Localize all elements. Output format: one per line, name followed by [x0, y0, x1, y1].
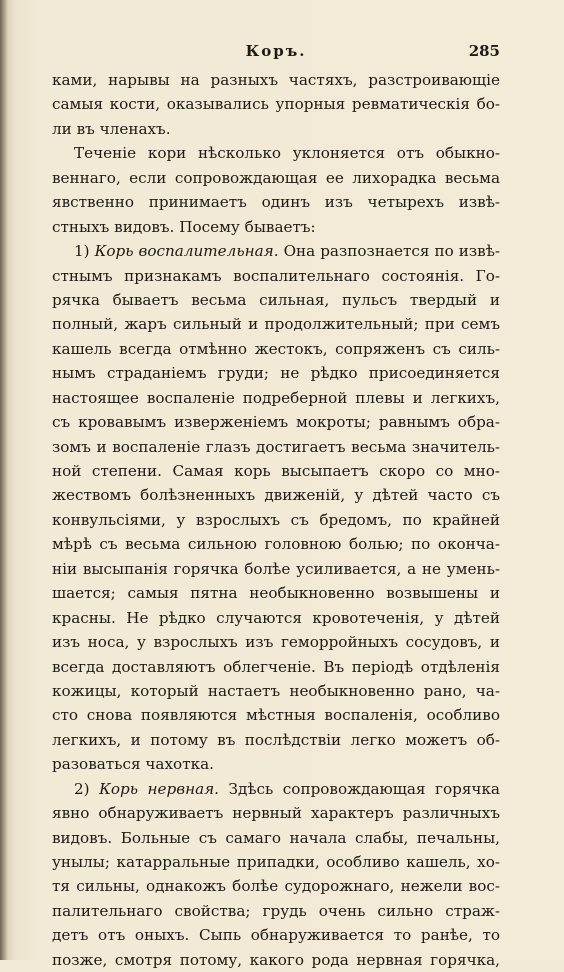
text-line [52, 288, 500, 312]
text-line [52, 190, 500, 214]
line-text: конвульсіями, у взрослыхъ съ бредомъ, по крайней [52, 510, 500, 529]
line-text: съ кровавымъ изверженіемъ мокроты; равнымъ обра- [52, 413, 500, 432]
text-line [52, 581, 500, 605]
line-text: ніи высыпанія горячка болѣе усиливается, а не умень- [52, 559, 500, 578]
line-text: Теченіе кори нѣсколько уклоняется отъ обыкно- [74, 144, 500, 163]
text-line [52, 410, 500, 434]
line-text: изъ носа, у взрослыхъ изъ геморройныхъ сосудовъ, и [52, 633, 500, 652]
item-heading: Корь нервная. [99, 779, 220, 798]
text-line [52, 386, 500, 410]
text-line [52, 899, 500, 923]
text-line [52, 801, 500, 825]
line-text: тя сильны, однакожъ болѣе судорожнаго, нежели вос- [52, 877, 500, 896]
text-line [52, 728, 500, 752]
text-line [52, 215, 500, 239]
running-head: Коръ. [245, 42, 307, 60]
page-header [52, 42, 500, 64]
item-number: 1) [74, 242, 95, 261]
text-line [52, 166, 500, 190]
text-line [52, 361, 500, 385]
line-text: всегда доставляютъ облегченіе. Въ періодѣ отдѣленія [52, 657, 500, 676]
line-text: стнымъ признакамъ воспалительнаго состоянія. Го- [52, 266, 500, 285]
line-text: явственно принимаетъ одинъ изъ четырехъ извѣ- [52, 193, 500, 212]
text-line [52, 606, 500, 630]
text-line [52, 874, 500, 898]
line-text: палительнаго свойства; грудь очень сильно страж- [52, 901, 500, 920]
line-text: жествомъ болѣзненныхъ движеній, у дѣтей часто съ [52, 486, 500, 505]
text-line [52, 850, 500, 874]
text-line [52, 679, 500, 703]
line-text: кожицы, который настаетъ необыкновенно рано, ча- [52, 681, 500, 700]
line-text: настоящее воспаленіе подреберной плевы и легкихъ, [52, 388, 500, 407]
line-text: полный, жаръ сильный и продолжительный; при семъ [52, 315, 500, 334]
text-line [52, 703, 500, 727]
text-line [52, 312, 500, 336]
text-line [52, 655, 500, 679]
line-text: кашель всегда отмѣнно жестокъ, сопряженъ съ силь- [52, 339, 500, 358]
text-line [52, 68, 500, 92]
text-line [52, 826, 500, 850]
item-number: 2) [74, 779, 100, 798]
text-line [52, 557, 500, 581]
line-text: веннаго, если сопровождающая ее лихорадка весьма [52, 168, 500, 187]
text-line [52, 239, 500, 263]
line-text: зомъ и воспаленіе глазъ достигаетъ весьма значитель- [52, 437, 500, 456]
line-text: Здѣсь сопровождающая горячка [219, 779, 500, 798]
line-text: стныхъ видовъ. Посему бываетъ: [52, 217, 316, 236]
page-spine-shadow [0, 0, 8, 960]
line-text: нымъ страданіемъ груди; не рѣдко присоединяется [52, 364, 500, 383]
text-line [52, 435, 500, 459]
line-text: ной степени. Самая корь высыпаетъ скоро со мно- [52, 462, 500, 480]
line-text: красны. Не рѣдко случаются кровотеченія, у дѣтей [52, 608, 500, 627]
line-text: рячка бываетъ весьма сильная, пульсъ твердый и [52, 290, 500, 309]
body-text [52, 68, 500, 972]
text-line [52, 117, 500, 141]
text-line [52, 141, 500, 165]
text-line [52, 752, 500, 776]
line-text: разоваться чахотка. [52, 755, 214, 774]
line-text: видовъ. Больные съ самаго начала слабы, печальны, [52, 828, 500, 847]
line-text: мѣрѣ съ весьма сильною головною болью; по оконча- [52, 535, 500, 554]
line-text: шается; самыя пятна необыкновенно возвышены и [52, 584, 500, 603]
text-line [52, 337, 500, 361]
text-line [52, 92, 500, 116]
text-line [52, 777, 500, 801]
line-text: легкихъ, и потому въ послѣдствіи легко можетъ об- [52, 730, 500, 749]
line-text: унылы; катарральные припадки, особливо кашель, хо- [52, 853, 500, 871]
line-text: ками, нарывы на разныхъ частяхъ, разстроивающіе [52, 71, 500, 89]
item-heading: Корь воспалительная. [94, 242, 279, 261]
line-text: позже, смотря потому, какого рода нервная горячка, [52, 950, 500, 969]
line-text: ли въ членахъ. [52, 119, 171, 138]
text-line [52, 459, 500, 483]
page-number: 285 [468, 42, 500, 60]
line-text: детъ отъ оныхъ. Сыпь обнаруживается то ранѣе, то [52, 926, 500, 945]
line-text: самыя кости, оказывались упорныя ревматическія бо- [52, 95, 500, 114]
text-line [52, 923, 500, 947]
text-line [52, 264, 500, 288]
line-text: явно обнаруживаетъ нервный характеръ различныхъ [52, 804, 500, 823]
text-line [52, 483, 500, 507]
line-text: Она разпознается по извѣ- [278, 242, 500, 261]
text-line [52, 508, 500, 532]
text-line [52, 532, 500, 556]
line-text: сто снова появляются мѣстныя воспаленія, особливо [52, 706, 500, 725]
text-line [52, 630, 500, 654]
